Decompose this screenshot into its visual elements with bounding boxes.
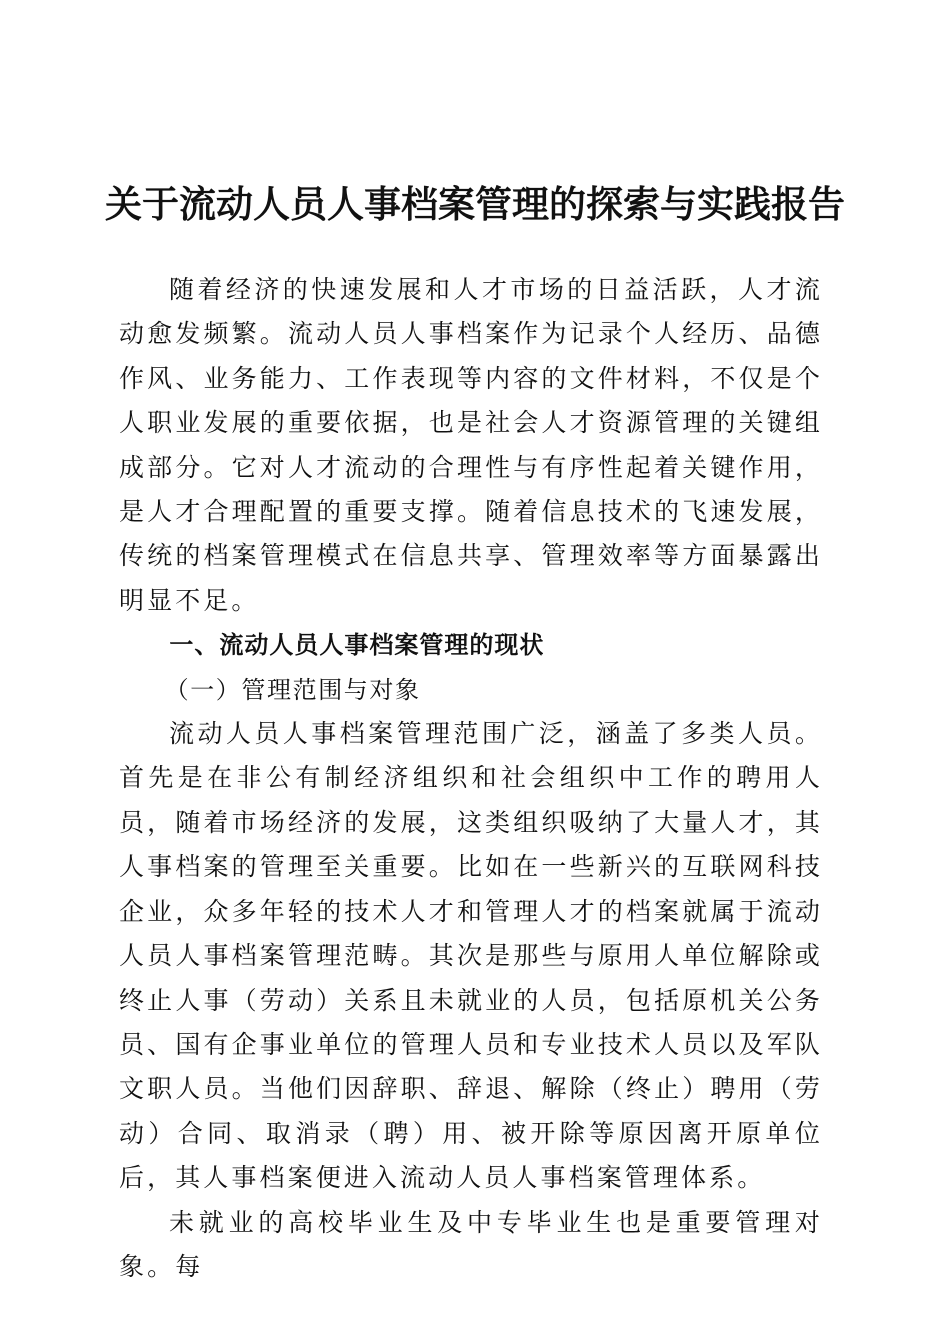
intro-paragraph: 随着经济的快速发展和人才市场的日益活跃，人才流动愈发频繁。流动人员人事档案作为记录个人经历、品德作风、业务能力、工作表现等内容的文件材料，不仅是个人职业发展的重要依据，也是社会人才资源管理的关键组成部分。它对人才流动的合理性与有序性起着关键作用，是人才合理配置的重要支撑。随着信息技术的飞速发展，传统的档案管理模式在信息共享、管理效率等方面暴露出明显不足。: [119, 275, 823, 615]
subsection-heading: （一）管理范围与对象: [164, 675, 421, 704]
body-paragraph: 流动人员人事档案管理范围广泛，涵盖了多类人员。首先是在非公有制经济组织和社会组织中工作的聘用人员，随着市场经济的发展，这类组织吸纳了大量人才，其人事档案的管理至关重要。比如在一些新兴的互联网科技企业，众多年轻的技术人才和管理人才的档案就属于流动人员人事档案管理范畴。其次是那些与原用人单位解除或终止人事（劳动）关系且未就业的人员，包括原机关公务员、国有企事业单位的管理人员和专业技术人员以及军队文职人员。当他们因辞职、辞退、解除（终止）聘用（劳动）合同、取消录（聘）用、被开除等原因离开原单位后，其人事档案便进入流动人员人事档案管理体系。: [119, 719, 823, 1193]
body-paragraph: 未就业的高校毕业生及中专毕业生也是重要管理对象。每: [119, 1207, 823, 1281]
section-heading: 一、流动人员人事档案管理的现状: [169, 631, 545, 660]
document-title: 关于流动人员人事档案管理的探索与实践报告: [105, 182, 845, 226]
document-body: [119, 268, 823, 1289]
